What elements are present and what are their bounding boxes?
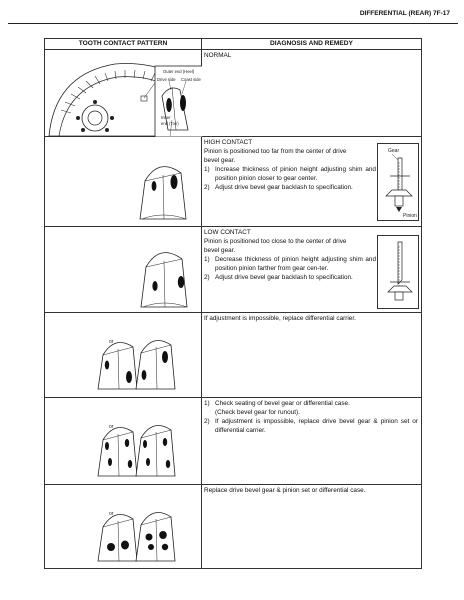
high-contact-figure — [45, 137, 202, 227]
table-row — [45, 313, 422, 398]
gear-tooth-pair — [45, 398, 202, 485]
table-row — [45, 137, 422, 227]
remedy-step: 1) Increase thickness of pinion height adjusting shim and position pinion closer to gear center. — [204, 165, 376, 182]
table-row — [45, 398, 422, 485]
table-row — [45, 485, 422, 569]
table-row — [45, 50, 422, 137]
ring-gear-illustration — [45, 50, 202, 137]
label-drive-side: Drive side — [157, 77, 176, 82]
or-label: or — [109, 511, 114, 517]
diagnosis-cell — [202, 398, 422, 485]
or-label: or — [109, 339, 114, 345]
normal-title: NORMAL — [204, 52, 232, 59]
gear-tooth-low-contact — [45, 227, 202, 313]
label-coast-side: Coast side — [181, 77, 201, 82]
low-contact-diagnosis-cell — [202, 227, 422, 313]
page-header: DIFFERENTIAL (REAR) 7F-17 — [8, 8, 458, 24]
uneven-contact-figure-b — [45, 398, 202, 485]
table-header-row — [45, 39, 422, 50]
low-contact-desc-line: Pinion is positioned too close to the center of drive — [204, 237, 347, 245]
diagnosis-cell — [202, 313, 422, 398]
label-outer-end: Outer end (Heel) — [163, 69, 195, 74]
remedy-text: Replace drive bevel gear & pinion set or differential case. — [204, 487, 366, 494]
diagnosis-cell — [202, 485, 422, 569]
high-contact-diagnosis-cell — [202, 137, 422, 227]
uneven-contact-figure-a — [45, 313, 202, 398]
remedy-step: 2) Adjust drive bevel gear backlash to specification. — [204, 273, 353, 281]
gear-tooth-high-contact — [45, 137, 202, 227]
gear-tooth-pair — [45, 313, 202, 398]
normal-diagnosis-cell — [202, 50, 422, 137]
label-pinion: Pinion — [403, 213, 417, 219]
remedy-step: 2) Adjust drive bevel gear backlash to specification. — [204, 183, 353, 191]
col-header-pattern: TOOTH CONTACT PATTERN — [45, 39, 202, 50]
remedy-step: (Check bevel gear for runout). — [215, 408, 300, 416]
high-contact-desc-line: bevel gear. — [204, 156, 236, 164]
uneven-contact-figure-c — [45, 485, 202, 569]
remedy-step: 1) Check seating of bevel gear or differential case. — [204, 400, 350, 407]
gear-pinion-position-diagram — [377, 235, 419, 309]
table-row — [45, 227, 422, 313]
remedy-step: 2) If adjustment is impossible, replace drive bevel gear & pinion set or differential carrier. — [204, 417, 418, 434]
remedy-text: If adjustment is impossible, replace differential carrier. — [204, 315, 356, 322]
high-contact-text — [204, 139, 376, 192]
low-contact-figure — [45, 227, 202, 313]
low-contact-text — [204, 229, 376, 282]
label-inner: Inner — [161, 115, 171, 120]
low-contact-title: LOW CONTACT — [204, 229, 251, 236]
label-toe: end (Toe) — [161, 121, 179, 126]
high-contact-desc-line: Pinion is positioned too far from the center of drive — [204, 147, 347, 155]
normal-pattern-figure — [45, 50, 202, 137]
gear-tooth-pair — [45, 485, 202, 569]
remedy-step: 1) Decrease thickness of pinion height adjusting shim and position pinion farther from gear cen-ter. — [204, 255, 376, 272]
label-gear: Gear — [388, 148, 400, 154]
low-contact-desc-line: bevel gear. — [204, 246, 236, 254]
or-label: or — [109, 424, 114, 430]
gear-pinion-position-diagram — [377, 143, 419, 221]
tooth-contact-table — [44, 38, 422, 569]
high-contact-title: HIGH CONTACT — [204, 139, 253, 146]
col-header-diagnosis: DIAGNOSIS AND REMEDY — [202, 39, 422, 50]
